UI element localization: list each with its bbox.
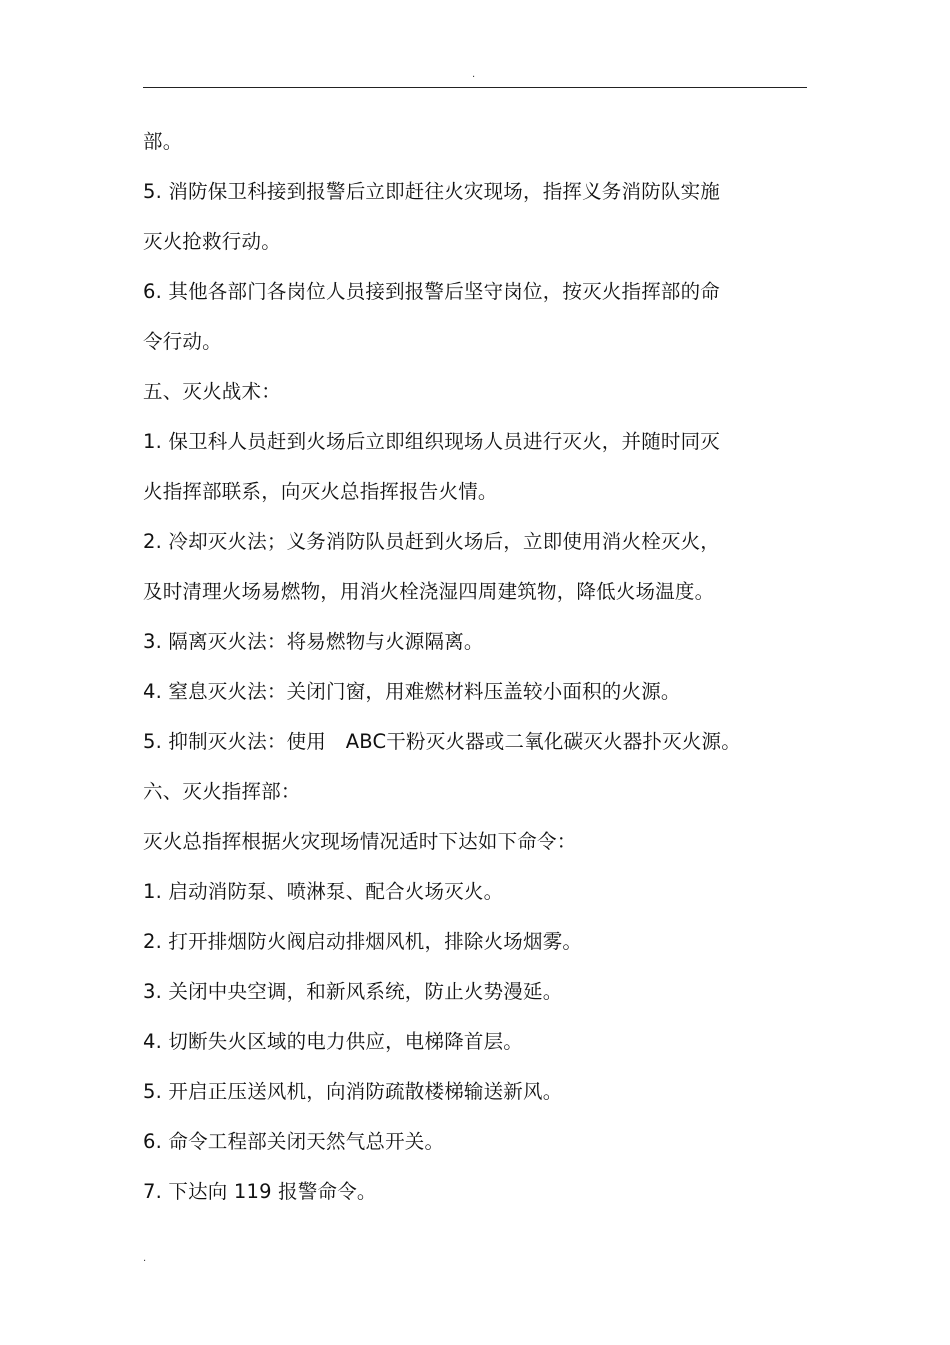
text-line-2: 5. 消防保卫科接到报警后立即赶往火灾现场，指挥义务消防队实施 (143, 180, 721, 203)
footer-dot: . (143, 1253, 147, 1264)
header-dot: . (472, 69, 476, 80)
text-line-18: 3. 关闭中央空调，和新风系统，防止火势漫延。 (143, 980, 563, 1003)
text-line-16: 1. 启动消防泵、喷淋泵、配合火场灭火。 (143, 880, 504, 903)
text-line-3: 灭火抢救行动。 (143, 230, 281, 253)
text-line-9: 2. 冷却灭火法；义务消防队员赶到火场后，立即使用消火栓灭火， (143, 530, 721, 553)
text-line-15: 灭火总指挥根据火灾现场情况适时下达如下命令： (143, 830, 577, 853)
text-line-17: 2. 打开排烟防火阀启动排烟风机，排除火场烟雾。 (143, 930, 583, 953)
text-line-8: 火指挥部联系，向灭火总指挥报告火情。 (143, 480, 498, 503)
text-line-21: 6. 命令工程部关闭天然气总开关。 (143, 1130, 445, 1153)
text-line-11: 3. 隔离灭火法：将易燃物与火源隔离。 (143, 630, 484, 653)
text-line-19: 4. 切断失火区域的电力供应，电梯降首层。 (143, 1030, 524, 1053)
text-line-13: 5. 抑制灭火法：使用 ABC干粉灭火器或二氧化碳灭火器扑灭火源。 (143, 730, 741, 753)
section-heading-6: 六、灭火指挥部： (143, 780, 301, 803)
text-line-5: 令行动。 (143, 330, 222, 353)
text-line-4: 6. 其他各部门各岗位人员接到报警后坚守岗位，按灭火指挥部的命 (143, 280, 721, 303)
section-heading-5: 五、灭火战术： (143, 380, 281, 403)
text-line-20: 5. 开启正压送风机，向消防疏散楼梯输送新风。 (143, 1080, 563, 1103)
text-line-10: 及时清理火场易燃物，用消火栓浇湿四周建筑物，降低火场温度。 (143, 580, 715, 603)
text-line-22: 7. 下达向 119 报警命令。 (143, 1180, 377, 1203)
text-line-1: 部。 (143, 130, 183, 153)
header-rule (143, 87, 807, 88)
text-line-12: 4. 窒息灭火法：关闭门窗，用难燃材料压盖较小面积的火源。 (143, 680, 681, 703)
text-line-7: 1. 保卫科人员赶到火场后立即组织现场人员进行灭火，并随时同灭 (143, 430, 721, 453)
